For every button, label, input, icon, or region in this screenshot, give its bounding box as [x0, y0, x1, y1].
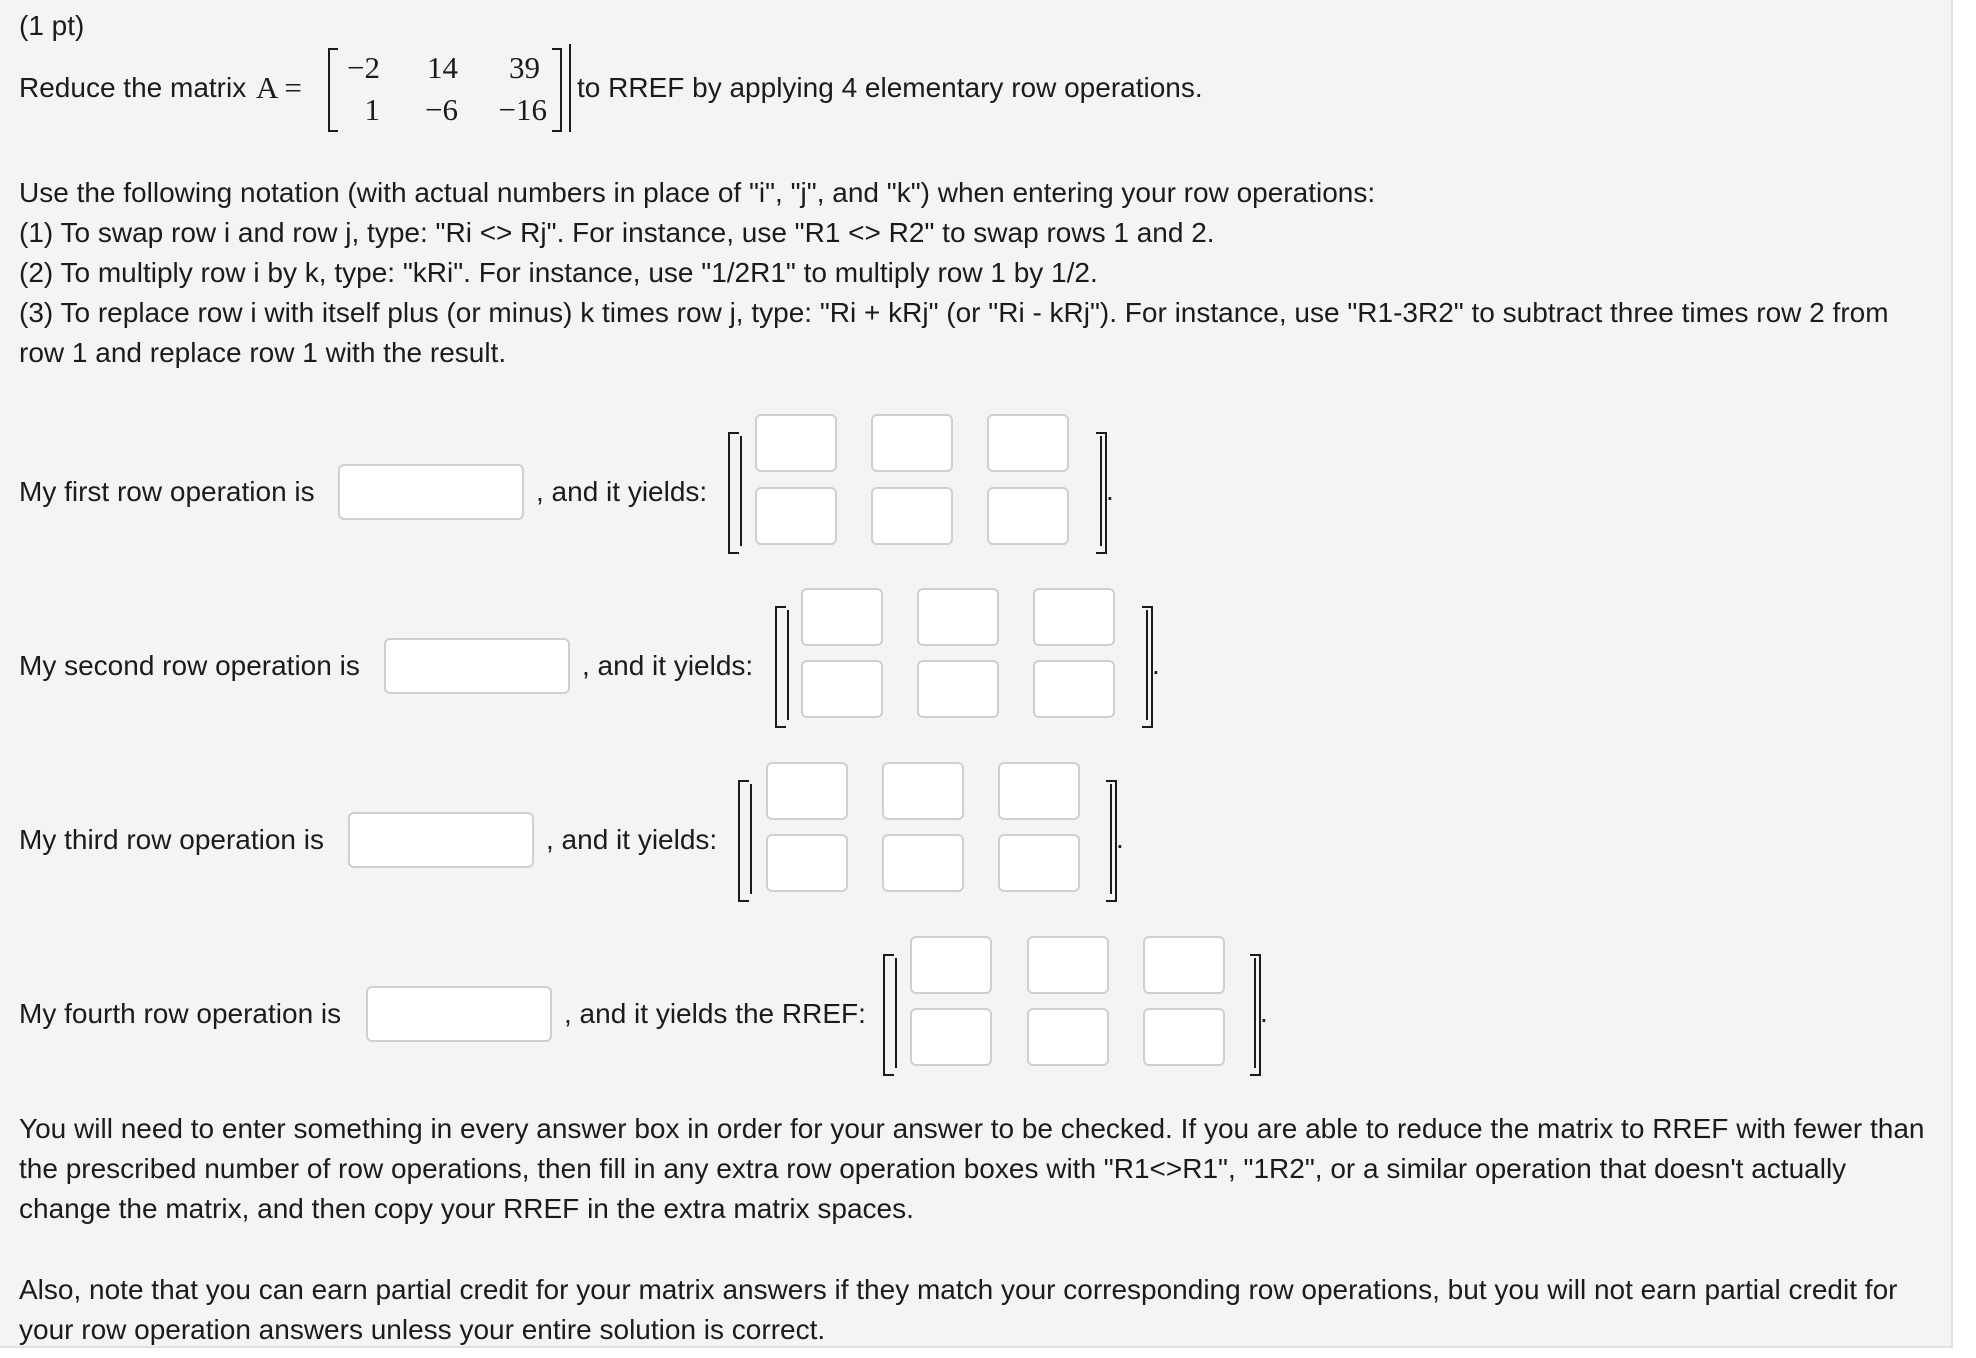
matrix-2-cell-r2c3[interactable] [1033, 660, 1115, 718]
row-operation-1-input[interactable] [338, 464, 524, 520]
answer-matrix-inner-bar [895, 958, 897, 1068]
matrix-cell: 14 [427, 50, 458, 85]
matrix-cell: 1 [364, 92, 380, 127]
matrix-cell: −2 [347, 50, 380, 85]
answer-matrix-inner-bar [1146, 610, 1148, 720]
matrix-2-cell-r1c3[interactable] [1033, 588, 1115, 646]
note-line: Also, note that you can earn partial credit for your matrix answers if they match your corresponding row operations, but you will not earn partial credit for [19, 1274, 1898, 1305]
instruction-line: (3) To replace row i with itself plus (or minus) k times row j, type: "Ri + kRj" (or "Ri - kRj"). For instance, use "R1-3R2" to subtract three times row 2 from [19, 297, 1889, 328]
point-value: (1 pt) [19, 10, 85, 41]
matrix-3-cell-r1c3[interactable] [998, 762, 1080, 820]
matrix-bar [569, 44, 571, 132]
matrix-1-cell-r2c2[interactable] [871, 487, 953, 545]
matrix-4-cell-r2c2[interactable] [1027, 1008, 1109, 1066]
matrix-4-cell-r1c2[interactable] [1027, 936, 1109, 994]
matrix-4-cell-r1c3[interactable] [1143, 936, 1225, 994]
period: . [1260, 997, 1268, 1028]
answer-matrix-left-bracket [775, 606, 786, 728]
matrix-label: A = [256, 70, 302, 105]
instructions [19, 173, 1889, 373]
matrix-1-cell-r2c1[interactable] [755, 487, 837, 545]
matrix-3-cell-r1c1[interactable] [766, 762, 848, 820]
yields-text: , and it yields: [536, 476, 708, 507]
instruction-line: row 1 and replace row 1 with the result. [19, 337, 507, 368]
instruction-line: Use the following notation (with actual numbers in place of "i", "j", and "k") when entering your row operations: [19, 177, 1376, 208]
step-label: My third row operation is [19, 824, 325, 855]
row-operation-3-input[interactable] [348, 812, 534, 868]
matrix-cell: 39 [509, 50, 540, 85]
row-operation-2-input[interactable] [384, 638, 570, 694]
matrix-3-cell-r2c2[interactable] [882, 834, 964, 892]
answer-matrix-left-bracket [738, 780, 749, 902]
answer-matrix-inner-bar [740, 436, 742, 546]
yields-text: , and it yields: [546, 824, 718, 855]
matrix-right-bracket [552, 48, 562, 132]
note-partial-credit [19, 1270, 1897, 1350]
matrix-2-cell-r2c2[interactable] [917, 660, 999, 718]
answer-matrix-inner-bar [750, 784, 752, 894]
answer-matrix-inner-bar [787, 610, 789, 720]
matrix-cell: −16 [498, 92, 547, 127]
note-line: the prescribed number of row operations, then fill in any extra row operation boxes with "R1<>R1", "1R2", or a similar operation that doesn't actually [19, 1153, 1847, 1184]
matrix-4-cell-r1c1[interactable] [910, 936, 992, 994]
instruction-line: (2) To multiply row i by k, type: "kRi". For instance, use "1/2R1" to multiply row 1 by 1/2. [19, 257, 1098, 288]
matrix-1-cell-r1c2[interactable] [871, 414, 953, 472]
note-required-boxes [19, 1109, 1925, 1229]
matrix-1-cell-r1c1[interactable] [755, 414, 837, 472]
matrix-2-cell-r1c2[interactable] [917, 588, 999, 646]
yields-text: , and it yields: [582, 650, 754, 681]
matrix-3-cell-r2c1[interactable] [766, 834, 848, 892]
problem-prefix: Reduce the matrix [19, 72, 247, 103]
period: . [1116, 823, 1124, 854]
matrix-2-cell-r1c1[interactable] [801, 588, 883, 646]
answer-matrix-left-bracket [728, 432, 739, 554]
matrix-4-cell-r2c1[interactable] [910, 1008, 992, 1066]
matrix-4-cell-r2c3[interactable] [1143, 1008, 1225, 1066]
step-label: My second row operation is [19, 650, 360, 681]
matrix-1-cell-r2c3[interactable] [987, 487, 1069, 545]
yields-text: , and it yields the RREF: [564, 998, 866, 1029]
period: . [1152, 649, 1160, 680]
answer-matrix-inner-bar [1100, 436, 1102, 546]
period: . [1106, 475, 1114, 506]
step-label: My fourth row operation is [19, 998, 342, 1029]
note-line: You will need to enter something in every answer box in order for your answer to be checked. If you are able to reduce the matrix to RREF with fewer than [19, 1113, 1925, 1144]
note-line: change the matrix, and then copy your RREF in the extra matrix spaces. [19, 1193, 914, 1224]
problem-suffix: to RREF by applying 4 elementary row operations. [577, 72, 1203, 103]
matrix-1-cell-r1c3[interactable] [987, 414, 1069, 472]
answer-matrix-left-bracket [883, 954, 894, 1076]
matrix-2-cell-r2c1[interactable] [801, 660, 883, 718]
note-line: your row operation answers unless your entire solution is correct. [19, 1314, 826, 1345]
instruction-line: (1) To swap row i and row j, type: "Ri <> Rj". For instance, use "R1 <> R2" to swap rows 1 and 2. [19, 217, 1215, 248]
answer-matrix-inner-bar [1110, 784, 1112, 894]
matrix-3-cell-r2c3[interactable] [998, 834, 1080, 892]
matrix-3-cell-r1c2[interactable] [882, 762, 964, 820]
step-label: My first row operation is [19, 476, 315, 507]
row-operation-4-input[interactable] [366, 986, 552, 1042]
matrix-cell: −6 [425, 92, 458, 127]
answer-matrix-inner-bar [1254, 958, 1256, 1068]
